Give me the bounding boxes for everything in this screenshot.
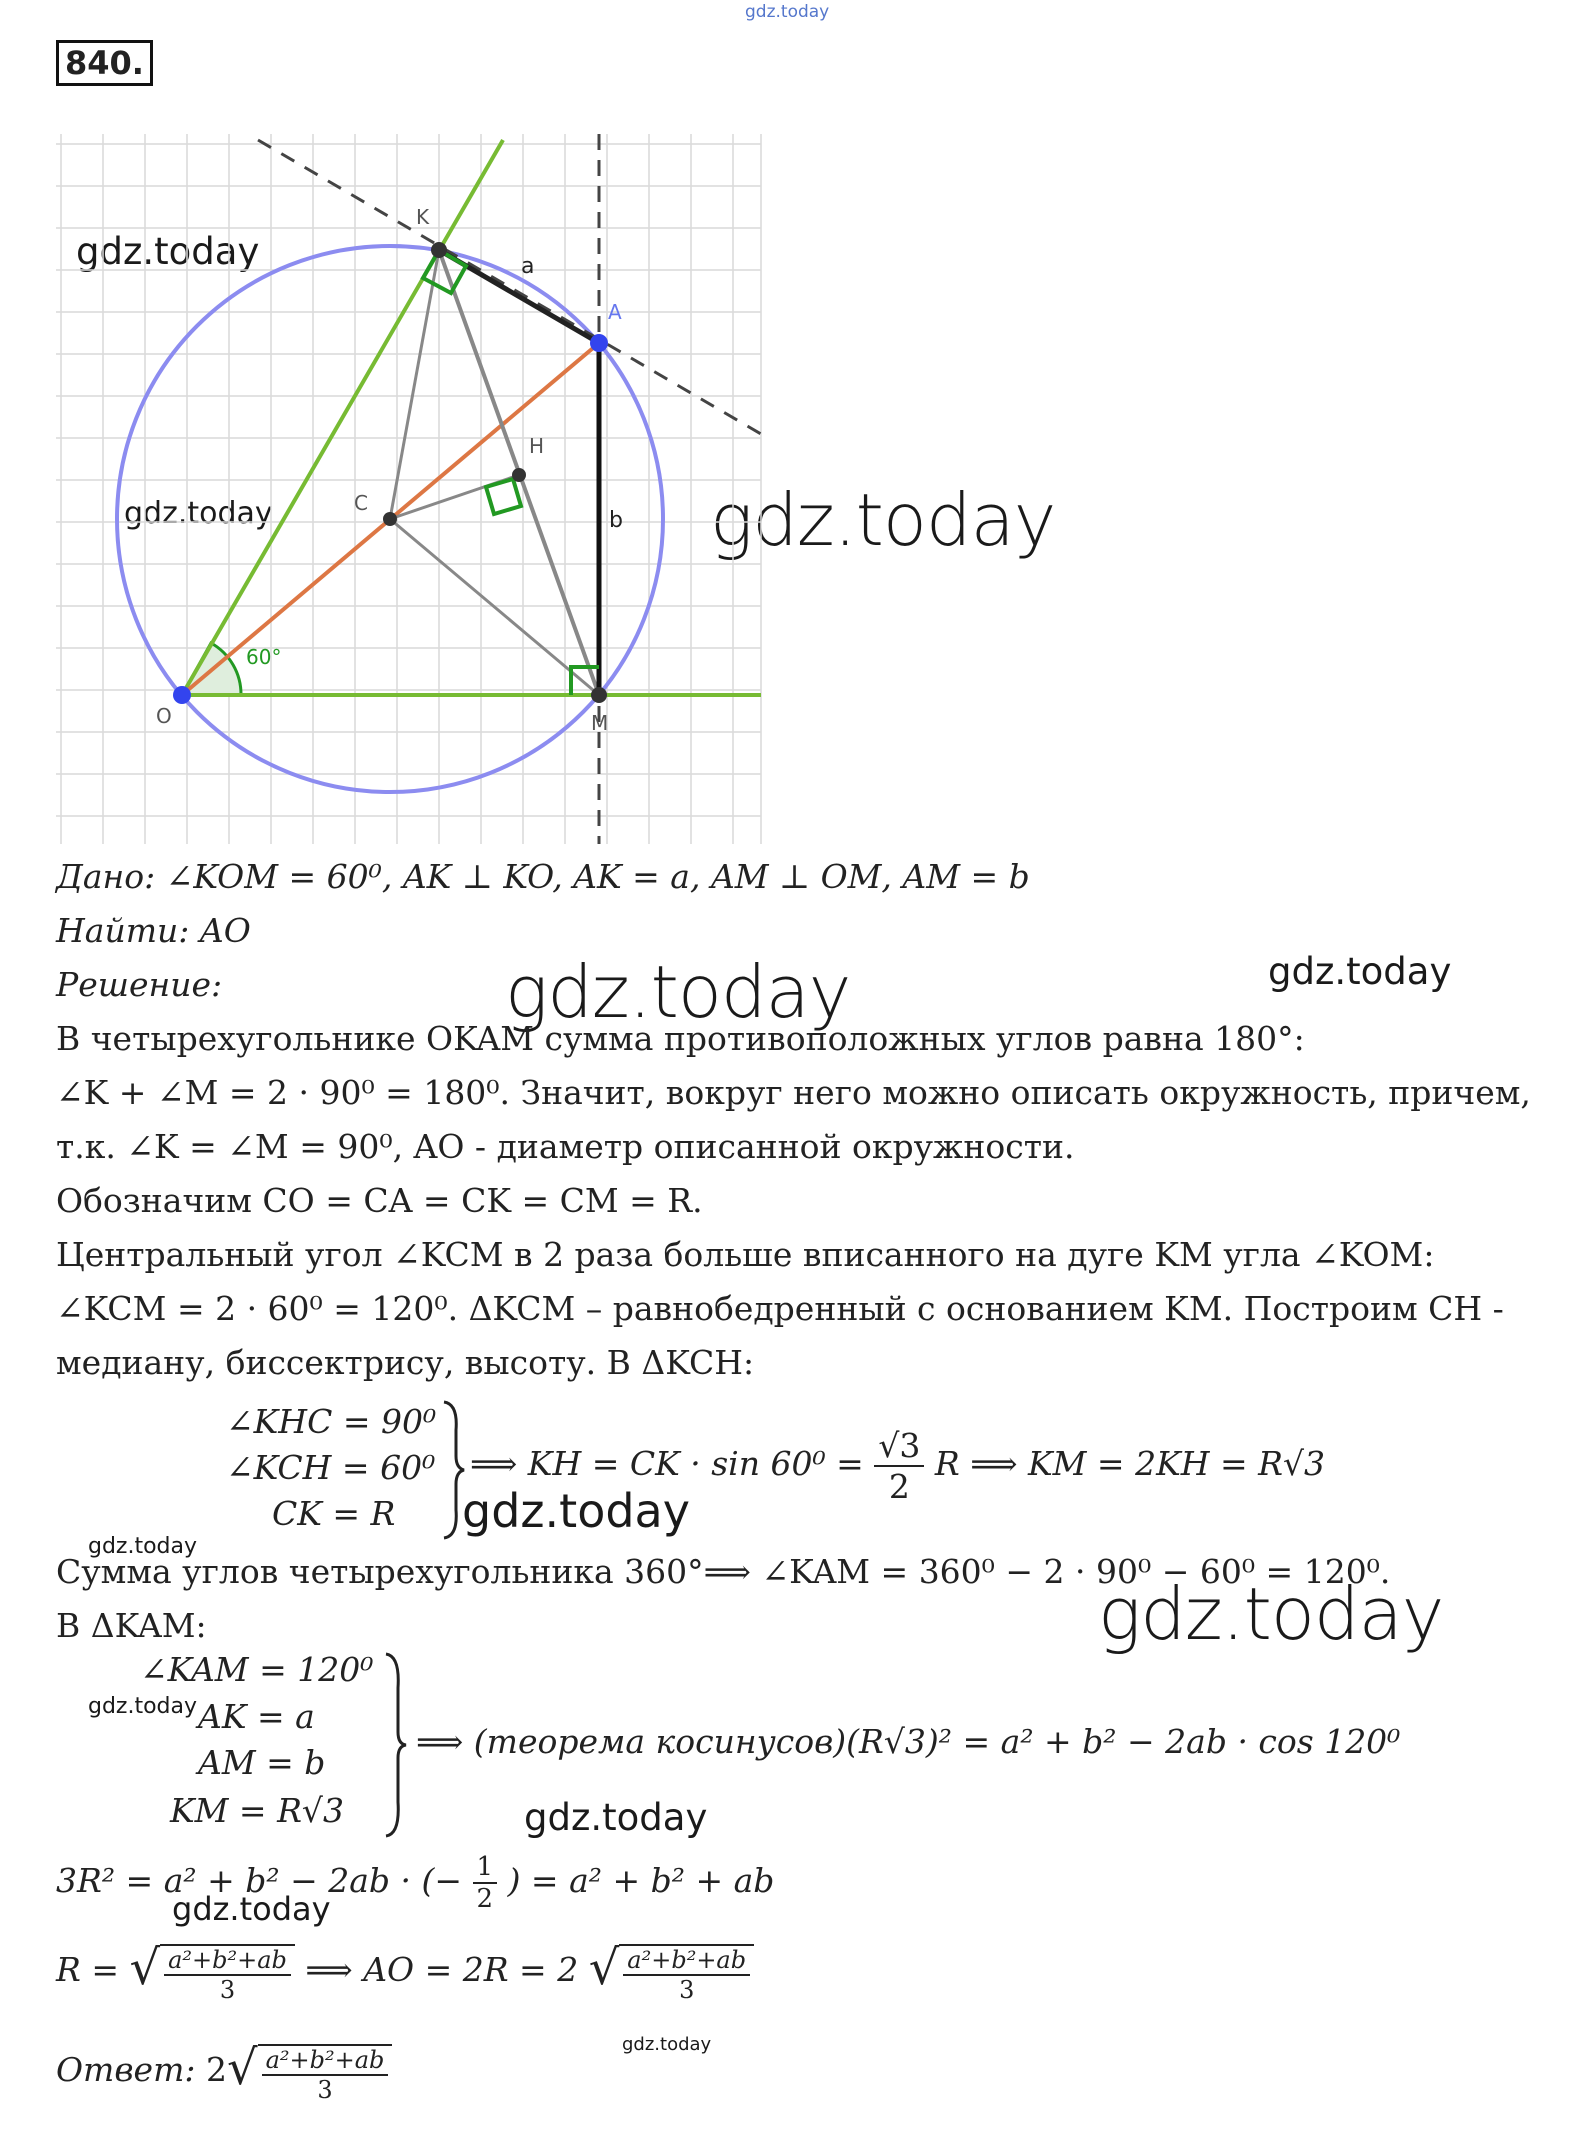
given-label: Дано: [56,857,156,896]
watermark: gdz.today [505,950,851,1034]
watermark: gdz.today [1098,1572,1444,1656]
solution-line-8: Сумма углов четырехугольника 360°⟹ ∠KAM = 360⁰ − 2 · 90⁰ − 60⁰ = 120⁰. [56,1552,1391,1591]
system1-line-1: ∠KHC = 90⁰ [226,1402,437,1441]
solution-line-7: медиану, биссектрису, высоту. В ΔKCH: [56,1343,755,1382]
solution-label: Решение: [56,965,223,1004]
find-label: Найти: [56,911,190,950]
solution-line-2: ∠K + ∠M = 2 · 90⁰ = 180⁰. Значит, вокруг него можно описать окружность, причем, [56,1073,1531,1112]
geometry-figure [56,134,776,854]
watermark: gdz.today [88,1534,198,1559]
radicand-denominator-2: 3 [679,1976,695,2004]
watermark: gdz.today [1268,950,1452,993]
solution-line-4: Обозначим CO = CA = CK = CM = R. [56,1181,703,1220]
label-h: H [529,434,545,458]
system2-line-1: ∠KAM = 120⁰ [140,1650,374,1689]
equation-1-a: 3R² = a² + b² − 2ab · (− [56,1861,463,1900]
system1-line-3: CK = R [272,1494,396,1533]
right-angle-h [486,479,521,514]
label-m: M [591,711,609,735]
point-m [591,687,607,703]
system2-result: ⟹ (теорема косинусов)(R√3)² = a² + b² − 2ab · cos 120⁰ [416,1722,1401,1761]
point-a [590,334,608,352]
system1-result-a: ⟹ KH = CK · sin 60⁰ = [470,1444,864,1483]
find-line [56,911,251,951]
watermark: gdz.today [462,1484,690,1538]
given-line [56,857,1030,897]
answer-denominator: 3 [317,2076,333,2104]
system2-brace [384,1652,408,1838]
point-c [383,512,397,526]
grid [56,134,761,844]
solution-line-9: В ΔKAM: [56,1606,207,1645]
watermark: gdz.today [172,1890,331,1928]
watermark: gdz.today [710,478,1056,562]
given-text: ∠KOM = 60⁰, AK ⊥ KO, AK = a, AM ⊥ OM, AM = b [155,857,1030,896]
watermark: gdz.today [124,496,273,531]
label-c: C [354,491,368,515]
system2-line-2: AK = a [198,1697,315,1736]
label-b-side: b [609,508,623,533]
solution-line-5: Центральный угол ∠KCM в 2 раза больше вписанного на дуге KM угла ∠KOM: [56,1235,1435,1274]
denominator-2: 2 [888,1467,910,1506]
answer-coefficient: 2 [206,2050,227,2089]
answer-line: Ответ: 2√ $\frac{\text{a²+b²+ab}}{3}$ [56,2040,392,2104]
fraction-den-2: 2 [476,1884,494,1914]
radicand-denominator: 3 [219,1976,236,2004]
radicand-numerator-2: a²+b²+ab [623,1946,750,1976]
sqrt3-numerator: √3 [874,1426,924,1467]
equation-1 [56,1852,774,1914]
watermark: gdz.today [76,230,260,273]
label-a-side: a [521,254,535,279]
equation-2-b: ⟹ AO = 2R = 2 [305,1950,579,1989]
system1-result-b: R ⟹ KM = 2KH = R√3 [934,1444,1325,1483]
equation-2: R = √ $\frac{\text{a²+b²+ab}}{3}$ ⟹ AO = 2R = 2 √ $\frac{\text{a²+b²+ab}}{3}$ [56,1940,754,2004]
equation-1-b: ) = a² + b² + ab [507,1861,775,1900]
fraction-num-1: 1 [473,1852,498,1884]
watermark: gdz.today [524,1796,708,1839]
task-number: 840. [56,40,153,86]
label-a-point: A [608,300,622,324]
watermark: gdz.today [88,1694,198,1719]
solution-line-3: т.к. ∠K = ∠M = 90⁰, AO - диаметр описанной окружности. [56,1127,1075,1166]
watermark: gdz.today [622,2034,712,2055]
label-k: K [416,205,430,229]
system2-line-4: KM = R√3 [170,1791,344,1830]
find-text: AO [189,911,251,950]
radicand-numerator: a²+b²+ab [164,1946,291,1976]
dashed-line-ka [258,140,761,434]
solution-line-6: ∠KCM = 2 · 60⁰ = 120⁰. ΔKCM – равнобедренный с основанием KM. Построим CH - [56,1289,1504,1328]
answer-label: Ответ: [56,2050,196,2089]
label-angle: 60° [246,645,282,669]
label-o: O [156,704,172,728]
point-k [431,242,447,258]
ray-ok [182,140,503,695]
watermark: gdz.today [745,2,830,22]
point-h [512,468,526,482]
answer-numerator: a²+b²+ab [262,2046,389,2076]
system1-line-2: ∠KCH = 60⁰ [226,1448,436,1487]
system2-line-3: AM = b [198,1743,326,1782]
point-o [173,686,191,704]
solution-line-1: В четырехугольнике OKAM сумма противоположных углов равна 180°: [56,1019,1305,1058]
equation-2-a: R = [56,1950,119,1989]
